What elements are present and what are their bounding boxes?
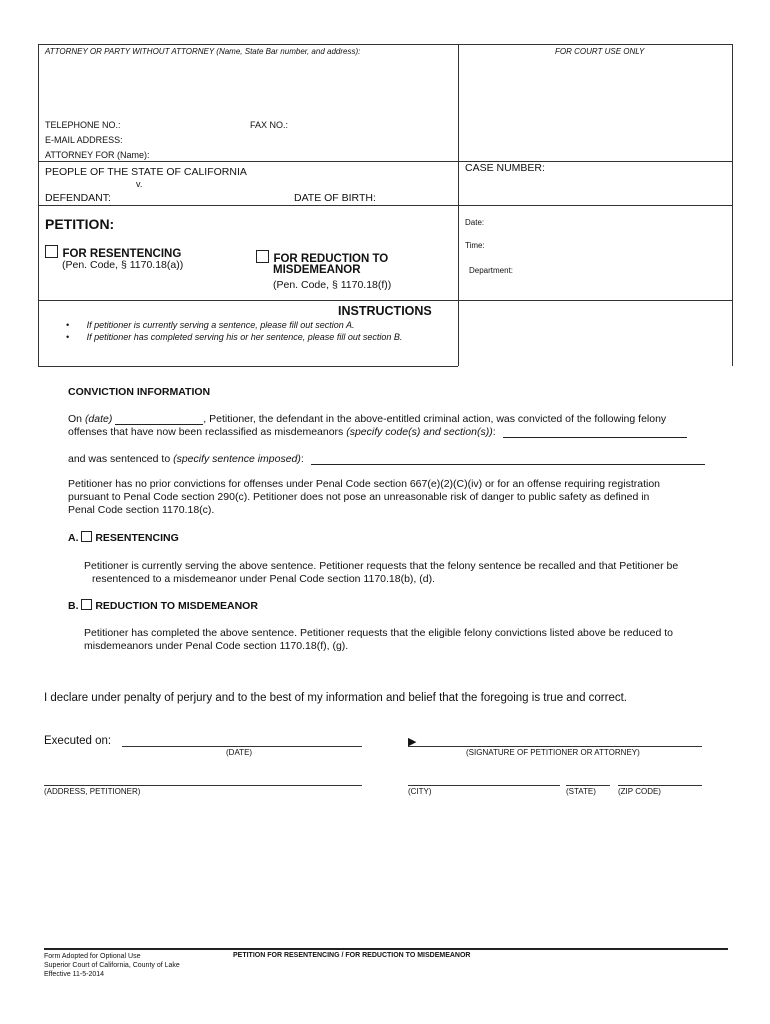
attorney-for-label: ATTORNEY FOR (Name): bbox=[45, 150, 150, 160]
reduction-section-checkbox[interactable] bbox=[81, 599, 92, 610]
box-right-border bbox=[732, 44, 733, 366]
dob-label: DATE OF BIRTH: bbox=[294, 192, 376, 204]
address-field[interactable] bbox=[44, 785, 362, 786]
prior-convictions-line-1: Petitioner has no prior convictions for offenses under Penal Code section 667(e)(2)(C)(iv) or for an offense requiring registration bbox=[68, 478, 660, 490]
section-b-letter: B. bbox=[68, 600, 79, 612]
conviction-line-1: On (date) , Petitioner, the defendant in the above-entitled criminal action, was convicted of the following felony bbox=[68, 413, 667, 425]
state-caption: (STATE) bbox=[566, 787, 596, 796]
execution-date-field[interactable] bbox=[122, 746, 362, 747]
section-a-line-1: Petitioner is currently serving the above sentence. Petitioner requests that the felony sentence be recalled and that Petitioner be bbox=[84, 560, 679, 572]
offense-codes-field[interactable] bbox=[503, 425, 687, 438]
conviction-text-1: Petitioner, the defendant in the above-entitled criminal action, was convicted of the following felony bbox=[209, 413, 667, 425]
footer-line-2: Superior Court of California, County of Lake bbox=[44, 962, 180, 969]
reduction-option-label-1: FOR REDUCTION TO bbox=[273, 253, 389, 265]
petition-section-border bbox=[38, 300, 458, 301]
attorney-label: ATTORNEY OR PARTY WITHOUT ATTORNEY (Name, State Bar number, and address): bbox=[45, 47, 361, 56]
specify-sentence-label: (specify sentence imposed) bbox=[173, 453, 301, 465]
resentencing-section-checkbox[interactable] bbox=[81, 531, 92, 542]
footer-info bbox=[44, 952, 180, 979]
sentence-line: and was sentenced to (specify sentence imposed): bbox=[68, 452, 705, 465]
instruction-item-a bbox=[66, 320, 354, 330]
instruction-text-b: If petitioner has completed serving his or her sentence, please fill out section B. bbox=[86, 332, 403, 342]
section-b-line-2: misdemeanors under Penal Code section 1170.18(f), (g). bbox=[84, 640, 349, 652]
bullet-icon: • bbox=[66, 320, 70, 330]
hearing-section-border bbox=[458, 300, 732, 301]
prior-convictions-line-2: pursuant to Penal Code section 290(c). Petitioner does not pose an unreasonable risk of danger to public safety as defined in bbox=[68, 491, 650, 503]
section-a-heading bbox=[68, 531, 179, 544]
city-caption: (CITY) bbox=[408, 787, 432, 796]
attorney-section-border bbox=[38, 161, 732, 162]
resentencing-option-label: FOR RESENTENCING bbox=[62, 248, 182, 260]
hearing-department-label: Department: bbox=[469, 266, 514, 275]
section-b-title: REDUCTION TO MISDEMEANOR bbox=[95, 600, 258, 612]
people-label: PEOPLE OF THE STATE OF CALIFORNIA bbox=[45, 166, 247, 178]
defendant-label: DEFENDANT: bbox=[45, 192, 111, 204]
footer-line-1: Form Adopted for Optional Use bbox=[44, 953, 141, 960]
signature-arrow-icon: ▶ bbox=[408, 736, 417, 748]
declaration-text: I declare under penalty of perjury and to the best of my information and belief that the foregoing is true and correct. bbox=[44, 692, 628, 704]
instructions-title: INSTRUCTIONS bbox=[338, 304, 432, 318]
reduction-option-label-2: MISDEMEANOR bbox=[273, 264, 361, 276]
resentencing-checkbox[interactable] bbox=[45, 245, 58, 258]
conviction-date-field[interactable] bbox=[115, 412, 203, 425]
case-number-label: CASE NUMBER: bbox=[465, 162, 545, 174]
sentence-field[interactable] bbox=[311, 452, 705, 465]
instruction-text-a: If petitioner is currently serving a sentence, please fill out section A. bbox=[86, 320, 355, 330]
section-b-heading bbox=[68, 599, 258, 612]
conviction-text-2: offenses that have now been reclassified as misdemeanors bbox=[68, 426, 344, 438]
address-caption: (ADDRESS, PETITIONER) bbox=[44, 787, 141, 796]
email-label: E-MAIL ADDRESS: bbox=[45, 135, 123, 145]
sentenced-label: and was sentenced to bbox=[68, 453, 171, 465]
footer-rule bbox=[44, 948, 728, 950]
zip-field[interactable] bbox=[618, 785, 702, 786]
specify-code-label: (specify code(s) and section(s)) bbox=[346, 426, 493, 438]
parties-section-border bbox=[38, 205, 732, 206]
versus-label: v. bbox=[136, 179, 143, 189]
prior-convictions-line-3: Penal Code section 1170.18(c). bbox=[68, 504, 215, 516]
conviction-heading: CONVICTION INFORMATION bbox=[68, 386, 211, 398]
reduction-checkbox[interactable] bbox=[256, 250, 269, 263]
section-a-letter: A. bbox=[68, 532, 79, 544]
hearing-time-label: Time: bbox=[465, 241, 485, 250]
footer-line-3: Effective 11-5-2014 bbox=[44, 971, 105, 978]
box-top-border bbox=[38, 44, 732, 45]
section-b-line-1: Petitioner has completed the above sentence. Petitioner requests that the eligible felony convictions listed above be reduced to bbox=[84, 627, 673, 639]
fax-label: FAX NO.: bbox=[250, 120, 289, 130]
executed-on-label: Executed on: bbox=[44, 735, 112, 747]
date-label: (date) bbox=[84, 413, 113, 425]
reduction-code: (Pen. Code, § 1170.18(f)) bbox=[273, 279, 392, 291]
date-caption: (DATE) bbox=[226, 748, 253, 757]
city-field[interactable] bbox=[408, 785, 560, 786]
petition-title: PETITION: bbox=[45, 216, 115, 232]
conviction-line-2: offenses that have now been reclassified as misdemeanors (specify code(s) and section(s)): bbox=[68, 425, 687, 438]
resentencing-code: (Pen. Code, § 1170.18(a)) bbox=[62, 259, 184, 271]
signature-caption: (SIGNATURE OF PETITIONER OR ATTORNEY) bbox=[466, 748, 640, 757]
zip-caption: (ZIP CODE) bbox=[618, 787, 661, 796]
state-field[interactable] bbox=[566, 785, 610, 786]
bullet-icon: • bbox=[66, 332, 70, 342]
section-a-line-2: resentenced to a misdemeanor under Penal Code section 1170.18(b), (d). bbox=[92, 573, 436, 585]
footer-title: PETITION FOR RESENTENCING / FOR REDUCTION TO MISDEMEANOR bbox=[233, 952, 471, 959]
on-label: On bbox=[68, 413, 83, 425]
hearing-date-label: Date: bbox=[465, 218, 485, 227]
signature-field[interactable] bbox=[408, 746, 702, 747]
instructions-bottom-border bbox=[38, 366, 458, 367]
court-use-label: FOR COURT USE ONLY bbox=[555, 47, 645, 56]
section-a-title: RESENTENCING bbox=[95, 532, 179, 544]
telephone-label: TELEPHONE NO.: bbox=[45, 120, 121, 130]
instruction-item-b bbox=[66, 332, 402, 342]
